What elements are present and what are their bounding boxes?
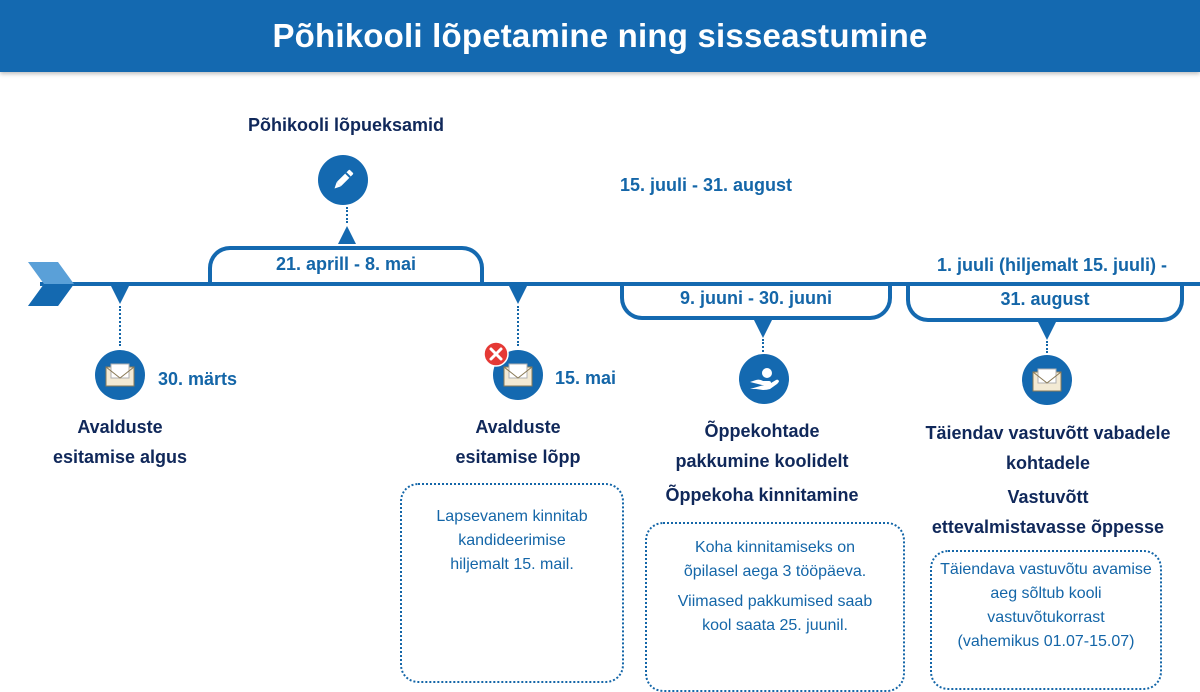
envelope-icon: [1022, 355, 1072, 405]
milestone-2-note: [400, 483, 624, 683]
floating-date: 15. juuli - 31. august: [619, 175, 793, 195]
milestone-4-connector: [1046, 341, 1048, 353]
chevron-arrow-icon: [28, 262, 74, 306]
milestone-3-marker: [754, 320, 772, 338]
milestone-4-marker: [1038, 322, 1056, 340]
milestone-2-connector: [517, 306, 519, 346]
milestone-4-title-line4: ettevalmistavasse õppesse: [931, 517, 1165, 537]
close-icon: [483, 341, 509, 367]
exams-marker: [338, 226, 356, 244]
milestone-4-title: [916, 418, 1180, 542]
note-line: vastuvõtukorrast: [987, 609, 1105, 626]
exams-connector: [346, 207, 348, 223]
note-line: Täiendava vastuvõtu avamise: [940, 561, 1152, 578]
milestone-3-title-line3: Õppekoha kinnitamine: [665, 485, 859, 505]
milestone-1-title-line2: esitamise algus: [52, 447, 188, 467]
milestone-1-title: [30, 412, 210, 472]
milestone-1-marker: [111, 286, 129, 304]
pen-icon: [318, 155, 368, 205]
exams-date: 21. aprill - 8. mai: [275, 254, 417, 274]
milestone-4-date-line1: 1. juuli (hiljemalt 15. juuli) -: [936, 255, 1168, 275]
milestone-3-note: [645, 522, 905, 692]
milestone-1-title-line1: Avalduste: [77, 417, 163, 437]
milestone-2-title: [428, 412, 608, 472]
milestone-3-date: 9. juuni - 30. juuni: [679, 288, 832, 308]
milestone-1-date: 30. märts: [158, 369, 238, 389]
milestone-2-date: 15. mai: [555, 368, 617, 388]
milestone-3-connector: [762, 339, 764, 352]
note-line: kandideerimise: [458, 532, 566, 549]
milestone-3-title-line2: pakkumine koolidelt: [675, 451, 849, 471]
note-line: õpilasel aega 3 tööpäeva.: [683, 563, 867, 580]
note-line: (vahemikus 01.07-15.07): [957, 633, 1135, 650]
milestone-2-title-line1: Avalduste: [475, 417, 561, 437]
milestone-4-title-line2: kohtadele: [1005, 453, 1091, 473]
hand-offer-icon: [739, 354, 789, 404]
milestone-4-title-line1: Täiendav vastuvõtt vabadele: [925, 423, 1171, 443]
milestone-2-title-line2: esitamise lõpp: [455, 447, 581, 467]
note-line: Koha kinnitamiseks on: [694, 539, 856, 556]
note-line: Lapsevanem kinnitab: [436, 508, 588, 525]
note-line: hiljemalt 15. mail.: [450, 556, 574, 573]
envelope-icon: [95, 350, 145, 400]
exams-title: Põhikooli lõpueksamid: [247, 115, 445, 135]
note-line: kool saata 25. juunil.: [702, 617, 848, 634]
milestone-4-note: [930, 550, 1162, 690]
milestone-3-title: [652, 416, 872, 510]
note-line: Viimased pakkumised saab: [677, 593, 873, 610]
note-line: aeg sõltub kooli: [990, 585, 1102, 602]
milestone-3-title-line1: Õppekohtade: [704, 421, 820, 441]
page-title: Põhikooli lõpetamine ning sisseastumine: [272, 17, 928, 54]
milestone-4-title-line3: Vastuvõtt: [1007, 487, 1089, 507]
milestone-2-marker: [509, 286, 527, 304]
milestone-4-date-line2: 31. august: [1000, 289, 1090, 309]
milestone-1-connector: [119, 306, 121, 346]
